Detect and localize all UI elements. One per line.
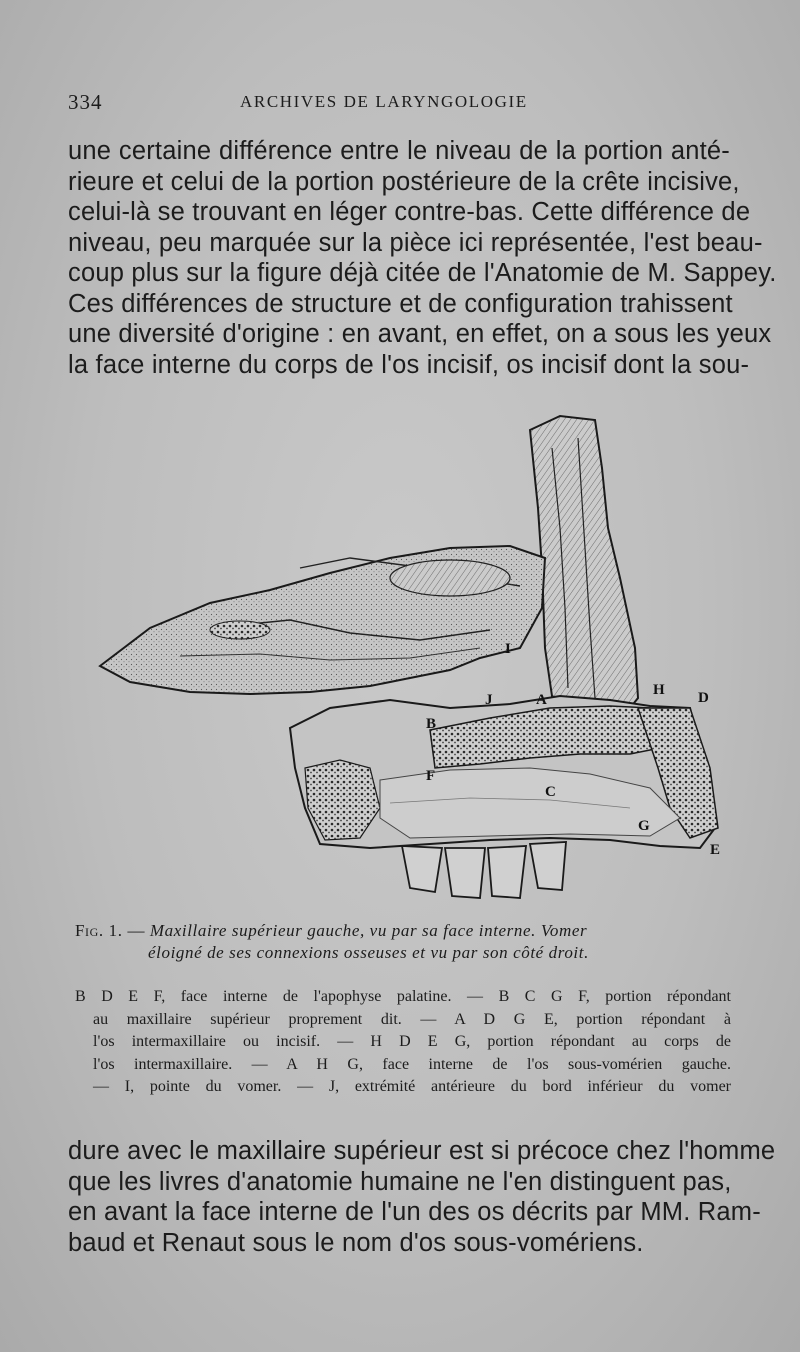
legend-line: — I, pointe du vomer. — J, extrémité antérieure du bord inférieur du vomer [93, 1078, 731, 1095]
caption-line-2: éloigné de ses connexions osseuses et vu par son côté droit. [148, 943, 589, 962]
teeth [402, 842, 566, 898]
anatomical-figure [90, 408, 730, 908]
label-C: C [545, 784, 556, 800]
text-line: la face interne du corps de l'os incisif, os incisif dont la sou- [68, 350, 750, 379]
text-line: rieure et celui de la portion postérieure de la crête incisive, [68, 167, 740, 196]
label-I: I [505, 641, 511, 657]
caption-dash: — [127, 921, 146, 940]
text-line: celui-là se trouvant en léger contre-bas. Cette différence de [68, 198, 751, 226]
legend-line: au maxillaire supérieur proprement dit. — A D G E, portion répondant à [93, 1010, 731, 1028]
page-header [68, 90, 728, 120]
label-B: B [426, 716, 437, 732]
text-line: une certaine différence entre le niveau de la portion anté- [68, 137, 730, 165]
caption-label: Fig. 1. [75, 921, 123, 940]
label-E: E [710, 842, 721, 858]
text-line: que les livres d'anatomie humaine ne l'en distinguent pas, [68, 1167, 732, 1196]
legend-line: l'os intermaxillaire ou incisif. — H D E G, portion répondant au corps de [93, 1033, 731, 1050]
legend-line: B D E F, face interne de l'apophyse palatine. — B C G F, portion répondant [75, 988, 731, 1005]
text-line: baud et Renaut sous le nom d'os sous-vomériens. [68, 1228, 644, 1257]
label-A: A [536, 692, 547, 708]
paragraph-top [68, 136, 777, 380]
figure-legend [75, 986, 731, 1099]
legend-line: l'os intermaxillaire. — A H G, face interne de l'os sous-vomérien gauche. [93, 1055, 731, 1073]
text-line: Ces différences de structure et de configuration trahissent [68, 289, 733, 318]
label-D: D [698, 690, 709, 706]
page-number: 334 [68, 90, 103, 114]
text-line: dure avec le maxillaire supérieur est si précoce chez l'homme [68, 1137, 776, 1165]
caption-line-1: Maxillaire supérieur gauche, vu par sa face interne. Vomer [149, 921, 588, 940]
text-line: niveau, peu marquée sur la pièce ici représentée, l'est beau- [68, 228, 763, 257]
label-H: H [653, 682, 665, 698]
paragraph-bottom [68, 1136, 776, 1258]
text-line: coup plus sur la figure déjà citée de l'Anatomie de M. Sappey. [68, 259, 777, 287]
label-J: J [485, 692, 493, 708]
text-line: en avant la face interne de l'un des os décrits par MM. Ram- [68, 1198, 761, 1226]
label-F: F [426, 768, 436, 784]
label-G: G [638, 818, 650, 834]
figure-caption [75, 920, 755, 964]
vomer-plate [530, 416, 638, 708]
text-line: une diversité d'origine : en avant, en effet, on a sous les yeux [68, 320, 772, 348]
running-title: ARCHIVES DE LARYNGOLOGIE [240, 92, 528, 111]
